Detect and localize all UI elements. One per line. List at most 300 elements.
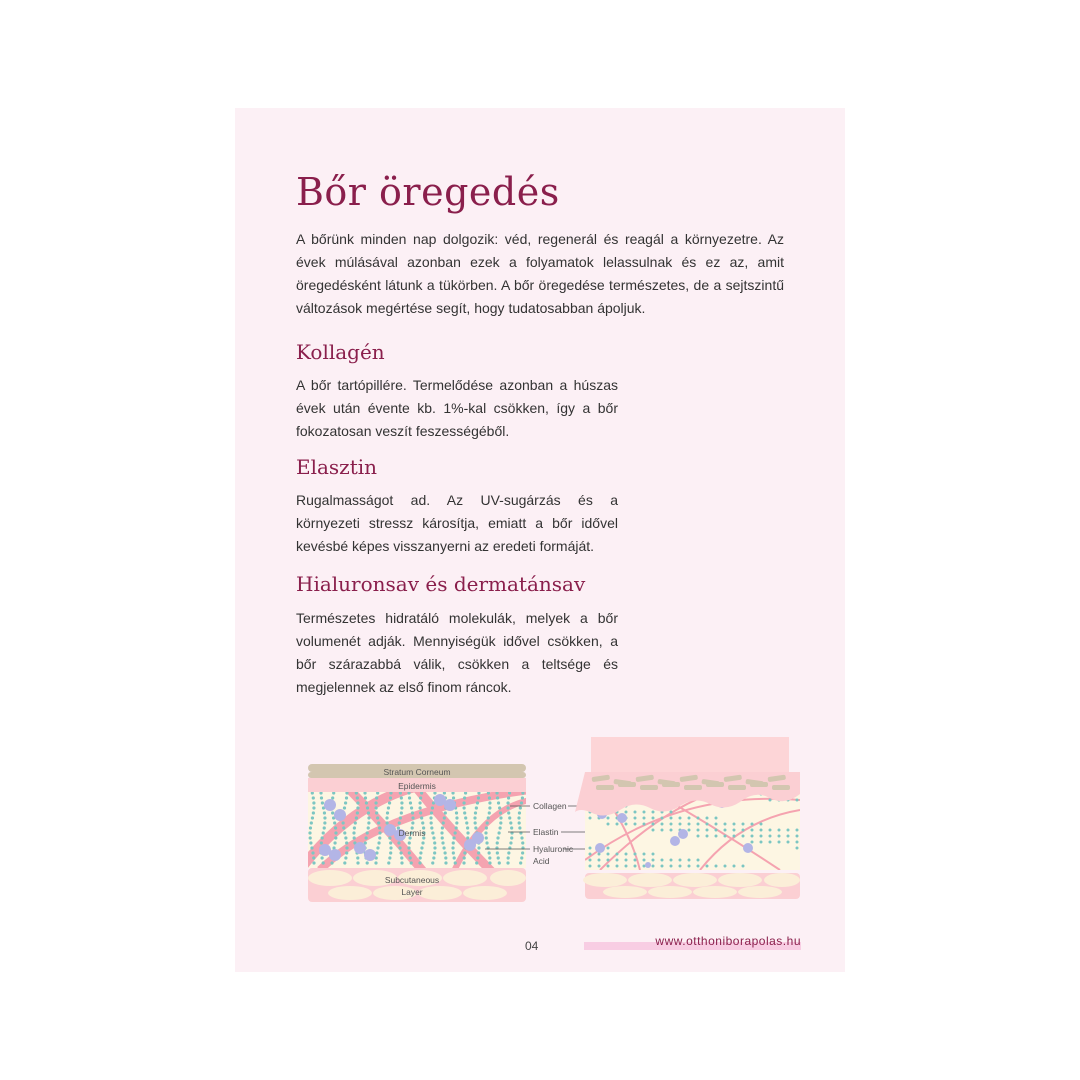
elastin-dot (388, 801, 391, 804)
elastin-dot (760, 835, 763, 838)
elastin-dot (521, 796, 524, 799)
elastin-dot (321, 801, 324, 804)
elastin-dot (364, 796, 367, 799)
elastin-dot (519, 861, 522, 864)
label-hyaluronic: Hyaluronic (533, 844, 574, 854)
elastin-dot (521, 851, 524, 854)
elastin-dot (323, 816, 326, 819)
elastin-dot (742, 835, 745, 838)
elastin-dot (679, 865, 682, 868)
elastin-dot (367, 826, 370, 829)
page-title: Bőr öregedés (296, 170, 560, 214)
label-elastin: Elastin (533, 827, 559, 837)
elastin-dot (625, 823, 628, 826)
label-dermis: Dermis (398, 828, 426, 838)
label-acid: Acid (533, 856, 550, 866)
elastin-dot (497, 801, 500, 804)
elastin-dot (507, 851, 510, 854)
hyaluronic-molecule (444, 799, 456, 811)
elastin-dot (488, 796, 491, 799)
elastin-dot (444, 856, 447, 859)
elastin-dot (589, 865, 592, 868)
elastin-dot (385, 816, 388, 819)
elastin-dot (661, 829, 664, 832)
elastin-dot (476, 856, 479, 859)
elastin-dot (652, 823, 655, 826)
elastin-dot (476, 801, 479, 804)
elastin-dot (475, 861, 478, 864)
elastin-dot (331, 796, 334, 799)
elastin-dot (311, 851, 314, 854)
elastin-dot (312, 796, 315, 799)
hyaluronic-molecule (670, 836, 680, 846)
elastin-dot (589, 847, 592, 850)
elastin-dot (410, 806, 413, 809)
elastin-dot (453, 856, 456, 859)
elastin-dot (509, 821, 512, 824)
elastin-dot (409, 801, 412, 804)
page (235, 108, 845, 972)
hyaluronic-molecule (645, 862, 651, 868)
elastin-dot (418, 801, 421, 804)
page-number: 04 (525, 939, 539, 953)
elastin-dot (661, 859, 664, 862)
elastin-dot (519, 806, 522, 809)
elastin-dot (333, 841, 336, 844)
elastin-dot (706, 823, 709, 826)
elastin-dot (643, 853, 646, 856)
elastin-dot (477, 796, 480, 799)
elastin-dot (356, 811, 359, 814)
elastin-dot (697, 823, 700, 826)
stratum-flake (772, 785, 790, 790)
elastin-dot (769, 829, 772, 832)
hyaluronic-molecule (364, 849, 376, 861)
elastin-dot (751, 841, 754, 844)
elastin-dot (441, 841, 444, 844)
elastin-dot (345, 796, 348, 799)
elastin-dot (506, 861, 509, 864)
elastin-dot (507, 796, 510, 799)
elastin-dot (679, 859, 682, 862)
elastin-dot (724, 835, 727, 838)
elastin-dot (320, 796, 323, 799)
elastin-dot (442, 846, 445, 849)
elastin-dot (652, 853, 655, 856)
elastin-dot (488, 811, 491, 814)
elastin-dot (444, 811, 447, 814)
elastin-dot (643, 817, 646, 820)
elastin-dot (378, 836, 381, 839)
elastin-dot (787, 829, 790, 832)
stratum-flake (596, 785, 614, 790)
elastin-dot (625, 811, 628, 814)
elastin-dot (421, 841, 424, 844)
paragraph-kollagen: A bőr tartópillére. Termelődése azonban a húszas évek után évente kb. 1%-kal csökken, így a bőr fokozatosan veszít feszességéből. (296, 377, 618, 439)
elastin-dot (643, 823, 646, 826)
elastin-dot (688, 829, 691, 832)
elastin-dot (477, 851, 480, 854)
stratum-flake (706, 782, 724, 787)
elastin-dot (484, 831, 487, 834)
elastin-dot (751, 829, 754, 832)
elastin-dot (375, 796, 378, 799)
elastin-dot (375, 811, 378, 814)
elastin-dot (520, 836, 523, 839)
elastin-dot (386, 821, 389, 824)
elastin-dot (733, 835, 736, 838)
elastin-dot (496, 841, 499, 844)
elastin-dot (365, 836, 368, 839)
elastin-dot (625, 865, 628, 868)
stratum-flake (684, 785, 702, 790)
elastin-dot (354, 821, 357, 824)
elastin-dot (367, 816, 370, 819)
elastin-dot (387, 806, 390, 809)
elastin-dot (334, 831, 337, 834)
elastin-dot (378, 831, 381, 834)
elastin-dot (661, 865, 664, 868)
stratum-flake (662, 782, 680, 787)
elastin-dot (688, 817, 691, 820)
elastin-dot (356, 796, 359, 799)
website-link[interactable]: www.otthoniborapolas.hu (655, 934, 801, 948)
elastin-dot (309, 826, 312, 829)
elastin-dot (488, 861, 491, 864)
elastin-dot (441, 836, 444, 839)
elastin-dot (452, 836, 455, 839)
elastin-dot (455, 816, 458, 819)
elastin-dot (312, 856, 315, 859)
elastin-dot (506, 801, 509, 804)
elastin-dot (443, 816, 446, 819)
elastin-dot (343, 806, 346, 809)
elastin-dot (312, 806, 315, 809)
elastin-dot (455, 821, 458, 824)
elastin-dot (499, 821, 502, 824)
elastin-dot (796, 799, 799, 802)
elastin-dot (310, 846, 313, 849)
elastin-dot (408, 851, 411, 854)
elastin-dot (607, 865, 610, 868)
elastin-dot (499, 826, 502, 829)
elastin-dot (778, 835, 781, 838)
elastin-dot (377, 821, 380, 824)
elastin-dot (697, 829, 700, 832)
elastin-dot (485, 836, 488, 839)
elastin-dot (485, 826, 488, 829)
elastin-dot (715, 835, 718, 838)
elastin-dot (616, 859, 619, 862)
elastin-dot (760, 829, 763, 832)
elastin-dot (419, 796, 422, 799)
elastin-dot (334, 836, 337, 839)
elastin-dot (322, 861, 325, 864)
elastin-dot (374, 801, 377, 804)
elastin-dot (444, 851, 447, 854)
elastin-dot (462, 801, 465, 804)
elastin-dot (442, 821, 445, 824)
hyaluronic-molecule (472, 832, 484, 844)
elastin-dot (345, 841, 348, 844)
elastin-dot (387, 861, 390, 864)
elastin-dot (697, 865, 700, 868)
elastin-dot (419, 856, 422, 859)
elastin-dot (498, 806, 501, 809)
elastin-dot (366, 831, 369, 834)
elastin-dot (796, 847, 799, 850)
elastin-dot (452, 796, 455, 799)
elastin-dot (706, 829, 709, 832)
paragraph-elasztin: Rugalmasságot ad. Az UV-sugárzás és a környezeti stressz károsítja, emiatt a bőr idővel kevésbé képes visszanyerni az eredeti formáját. (296, 492, 618, 554)
elastin-dot (652, 829, 655, 832)
elastin-dot (463, 796, 466, 799)
heading-kollagen: Kollagén (296, 340, 385, 364)
label-epidermis: Epidermis (398, 781, 436, 791)
aged-skin-illustration (575, 737, 800, 899)
label-collagen: Collagen (533, 801, 567, 811)
elastin-dot (760, 841, 763, 844)
elastin-dot (670, 817, 673, 820)
elastin-dot (520, 856, 523, 859)
elastin-dot (463, 811, 466, 814)
elastin-dot (320, 841, 323, 844)
stratum-flake (618, 782, 636, 787)
elastin-dot (589, 853, 592, 856)
elastin-dot (706, 865, 709, 868)
elastin-dot (652, 817, 655, 820)
elastin-dot (356, 861, 359, 864)
intro-paragraph: A bőrünk minden nap dolgozik: véd, regenerál és reagál a környezetre. Az évek múlásával azonban ezek a folyamatok lelassulnak és ez az, amit öregedésként látunk a tükörben. A bőr öregedése természetes, de a sejtszintű változások megértése segít, hogy tudatosabban ápoljuk. (296, 231, 784, 316)
elastin-dot (616, 853, 619, 856)
elastin-dot (670, 829, 673, 832)
elastin-dot (616, 823, 619, 826)
elastin-dot (342, 821, 345, 824)
elastin-dot (431, 806, 434, 809)
elastin-dot (389, 841, 392, 844)
elastin-dot (464, 816, 467, 819)
elastin-dot (310, 821, 313, 824)
elastin-dot (398, 846, 401, 849)
elastin-dot (652, 811, 655, 814)
elastin-dot (643, 859, 646, 862)
elastin-dot (356, 856, 359, 859)
elastin-dot (312, 861, 315, 864)
elastin-dot (420, 816, 423, 819)
elastin-dot (625, 853, 628, 856)
elastin-dot (333, 821, 336, 824)
elastin-dot (715, 823, 718, 826)
elastin-dot (634, 823, 637, 826)
elastin-dot (311, 816, 314, 819)
elastin-dot (411, 821, 414, 824)
hyaluronic-molecule (329, 849, 341, 861)
elastin-dot (733, 829, 736, 832)
elastin-dot (616, 865, 619, 868)
elastin-dot (634, 859, 637, 862)
elastin-dot (518, 821, 521, 824)
elastin-dot (308, 831, 311, 834)
elastin-dot (430, 826, 433, 829)
elastin-dot (400, 796, 403, 799)
elastin-dot (607, 859, 610, 862)
elastin-dot (462, 861, 465, 864)
elastin-dot (488, 801, 491, 804)
elastin-dot (769, 841, 772, 844)
elastin-dot (344, 836, 347, 839)
elastin-dot (517, 816, 520, 819)
elastin-dot (397, 841, 400, 844)
elastin-dot (454, 861, 457, 864)
elastin-dot (452, 851, 455, 854)
elastin-dot (670, 811, 673, 814)
elastin-dot (331, 811, 334, 814)
elastin-dot (432, 836, 435, 839)
elastin-dot (388, 836, 391, 839)
hyaluronic-molecule (324, 799, 336, 811)
elastin-dot (796, 835, 799, 838)
label-layer: Layer (401, 887, 423, 897)
elastin-dot (796, 829, 799, 832)
elastin-dot (441, 826, 444, 829)
elastin-dot (487, 816, 490, 819)
paragraph-hialuronsav: Természetes hidratáló molekulák, melyek a bőr volumenét adják. Mennyiségük idővel csökken, a bőr szárazabbá válik, csökken a teltsége és megjelennek az első finom ráncok. (296, 610, 618, 695)
elastin-dot (378, 826, 381, 829)
elastin-dot (399, 816, 402, 819)
elastin-dot (376, 846, 379, 849)
elastin-dot (520, 801, 523, 804)
elastin-dot (389, 851, 392, 854)
elastin-dot (733, 823, 736, 826)
elastin-dot (724, 823, 727, 826)
elastin-dot (432, 856, 435, 859)
elastin-dot (454, 831, 457, 834)
elastin-dot (769, 835, 772, 838)
heading-hialuronsav: Hialuronsav és dermatánsav (296, 572, 586, 596)
elastin-dot (679, 823, 682, 826)
elastin-dot (334, 826, 337, 829)
elastin-dot (634, 811, 637, 814)
elastin-dot (625, 859, 628, 862)
elastin-dot (589, 817, 592, 820)
elastin-dot (321, 836, 324, 839)
elastin-dot (643, 811, 646, 814)
elastin-dot (407, 846, 410, 849)
elastin-dot (323, 811, 326, 814)
elastin-dot (431, 861, 434, 864)
young-skin-illustration (300, 764, 530, 902)
elastin-dot (733, 865, 736, 868)
elastin-dot (462, 806, 465, 809)
stratum-flake (728, 785, 746, 790)
elastin-dot (497, 856, 500, 859)
elastin-dot (787, 841, 790, 844)
elastin-dot (374, 806, 377, 809)
label-subcutaneous: Subcutaneous (384, 875, 440, 885)
elastin-dot (496, 836, 499, 839)
elastin-dot (473, 816, 476, 819)
elastin-dot (477, 846, 480, 849)
elastin-dot (352, 831, 355, 834)
elastin-dot (455, 811, 458, 814)
elastin-dot (386, 811, 389, 814)
elastin-dot (607, 823, 610, 826)
elastin-dot (345, 846, 348, 849)
elastin-dot (376, 816, 379, 819)
elastin-dot (488, 856, 491, 859)
elastin-dot (688, 859, 691, 862)
elastin-dot (661, 817, 664, 820)
elastin-dot (474, 826, 477, 829)
elastin-dot (724, 865, 727, 868)
elastin-dot (607, 817, 610, 820)
elastin-dot (411, 811, 414, 814)
elastin-dot (342, 826, 345, 829)
elastin-dot (465, 821, 468, 824)
elastin-dot (345, 851, 348, 854)
hyaluronic-molecule (354, 842, 366, 854)
elastin-dot (309, 841, 312, 844)
elastin-dot (485, 841, 488, 844)
elastin-dot (365, 801, 368, 804)
elastin-dot (463, 856, 466, 859)
stratum-flake (750, 782, 768, 787)
elastin-dot (670, 865, 673, 868)
elastin-dot (320, 856, 323, 859)
elastin-dot (400, 856, 403, 859)
elastin-dot (343, 831, 346, 834)
elastin-dot (499, 811, 502, 814)
elastin-dot (688, 823, 691, 826)
elastin-dot (510, 826, 513, 829)
elastin-dot (410, 861, 413, 864)
elastin-dot (508, 816, 511, 819)
elastin-dot (751, 823, 754, 826)
elastin-dot (715, 817, 718, 820)
elastin-dot (356, 806, 359, 809)
elastin-dot (607, 853, 610, 856)
elastin-dot (344, 801, 347, 804)
elastin-dot (418, 861, 421, 864)
elastin-dot (507, 856, 510, 859)
elastin-dot (433, 841, 436, 844)
elastin-dot (706, 817, 709, 820)
elastin-dot (521, 841, 524, 844)
elastin-dot (598, 859, 601, 862)
elastin-dot (377, 841, 380, 844)
elastin-dot (366, 861, 369, 864)
hyaluronic-molecule (595, 843, 605, 853)
elastin-dot (353, 826, 356, 829)
elastin-dot (518, 811, 521, 814)
elastin-dot (607, 847, 610, 850)
elastin-dot (466, 831, 469, 834)
elastin-dot (419, 851, 422, 854)
elastin-dot (389, 796, 392, 799)
elastin-dot (312, 801, 315, 804)
elastin-dot (430, 811, 433, 814)
elastin-dot (634, 853, 637, 856)
elastin-dot (507, 806, 510, 809)
elastin-dot (366, 806, 369, 809)
elastin-dot (433, 846, 436, 849)
elastin-dot (356, 801, 359, 804)
elastin-dot (488, 806, 491, 809)
elastin-dot (679, 817, 682, 820)
elastin-dot (388, 856, 391, 859)
elastin-dot (440, 831, 443, 834)
hyaluronic-molecule (617, 813, 627, 823)
